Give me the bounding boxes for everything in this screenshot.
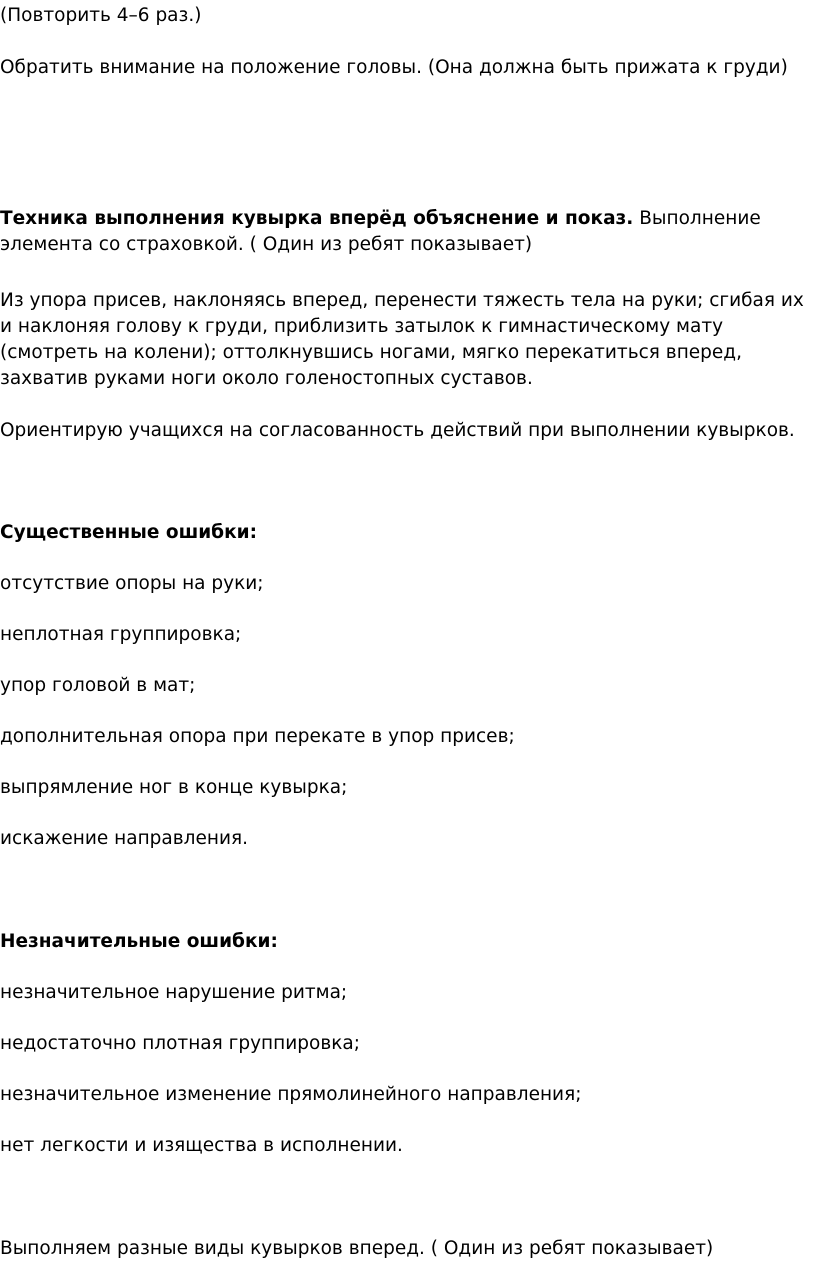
minor-error-item: недостаточно плотная группировка;: [0, 1033, 360, 1054]
minor-error-item: нет легкости и изящества в исполнении.: [0, 1135, 403, 1156]
orientation-note: Ориентирую учащихся на согласованность действий при выполнении кувырков.: [0, 420, 795, 441]
minor-errors-heading: Незначительные ошибки:: [0, 931, 278, 952]
technique-text: Выполнение элемента со страховкой. ( Один из ребят показывает): [0, 208, 761, 255]
major-error-item: искажение направления.: [0, 828, 248, 849]
major-error-item: неплотная группировка;: [0, 624, 242, 645]
major-error-item: упор головой в мат;: [0, 675, 196, 696]
technique-paragraph: [0, 206, 814, 258]
technique-description: Из упора присев, наклоняясь вперед, перенести тяжесть тела на руки; сгибая их и наклоняя голову к груди, приблизить затылок к гимнастическому мату (смотреть на колени); оттолкнувшись ногами, мягко перекатиться вперед, захватив руками ноги около голеностопных суставов.: [0, 290, 804, 389]
technique-title: Техника выполнения кувырка вперёд объяснение и показ.: [0, 208, 634, 229]
minor-error-item: незначительное изменение прямолинейного направления;: [0, 1084, 582, 1105]
head-position-note: Обратить внимание на положение головы. (Она должна быть прижата к груди): [0, 57, 788, 78]
major-error-item: отсутствие опоры на руки;: [0, 573, 264, 594]
major-error-item: выпрямление ног в конце кувырка;: [0, 777, 348, 798]
major-errors-heading: Существенные ошибки:: [0, 522, 258, 543]
repeat-note: (Повторить 4–6 раз.): [0, 5, 202, 26]
minor-error-item: незначительное нарушение ритма;: [0, 982, 348, 1003]
closing-note: Выполняем разные виды кувырков вперед. ( Один из ребят показывает): [0, 1238, 714, 1259]
major-error-item: дополнительная опора при перекате в упор присев;: [0, 726, 515, 747]
